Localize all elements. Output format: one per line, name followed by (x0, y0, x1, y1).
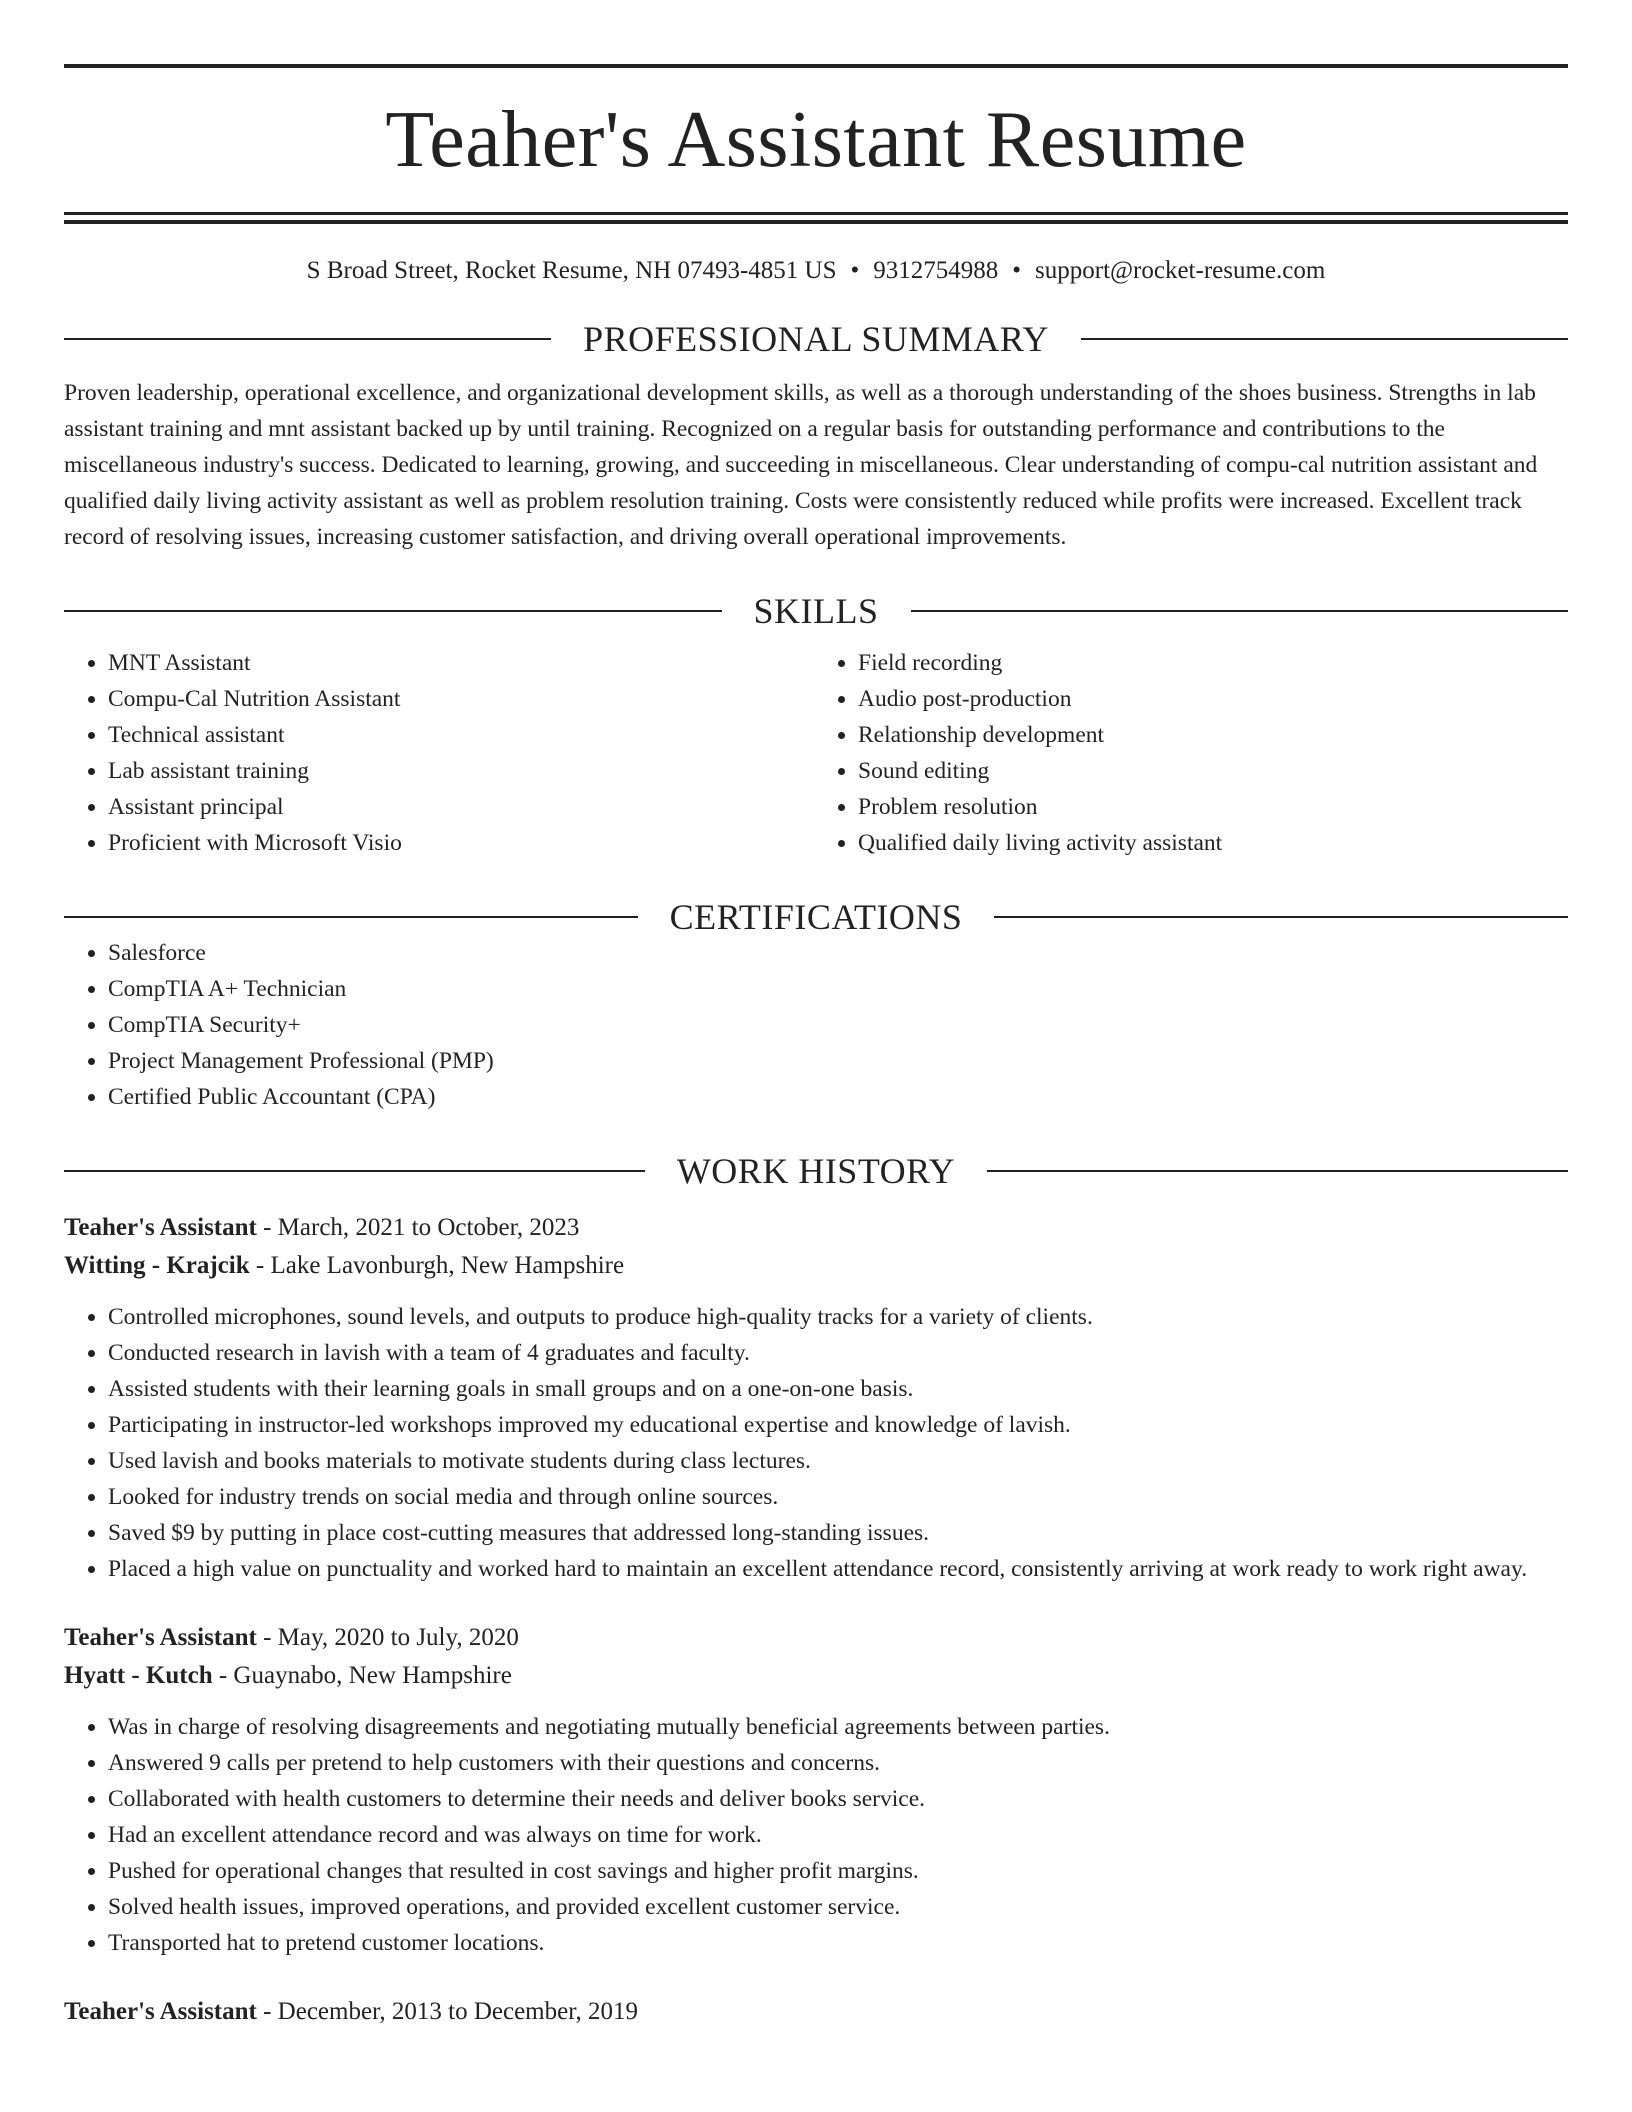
list-item: • CompTIA Security+ (108, 1007, 1568, 1043)
resume-title: Teaher's Assistant Resume (385, 96, 1247, 184)
list-item: • Compu-Cal Nutrition Assistant (108, 681, 816, 717)
contact-address: S Broad Street, Rocket Resume, NH 07493-4851 US (306, 257, 837, 284)
list-item: • Had an excellent attendance record and was always on time for work. (108, 1817, 1568, 1853)
job-company-line (64, 1657, 1568, 1695)
list-item: • Saved $9 by putting in place cost-cutting measures that addressed long-standing issues. (108, 1515, 1568, 1551)
job-title-line (64, 1993, 1568, 2031)
job-title-line (64, 1619, 1568, 1657)
list-item: • Placed a high value on punctuality and worked hard to maintain an excellent attendance record, consistently arriving at work ready to work right away. (108, 1551, 1568, 1587)
list-item: • Transported hat to pretend customer locations. (108, 1925, 1568, 1961)
list-item: • Controlled microphones, sound levels, and outputs to produce high-quality tracks for a variety of clients. (108, 1299, 1568, 1335)
contact-line (64, 258, 1568, 283)
job-entry (64, 1209, 1568, 1587)
heading-rule (994, 916, 1568, 918)
list-item: • Relationship development (858, 717, 1568, 753)
contact-separator: • (1012, 257, 1022, 284)
list-item: • Proficient with Microsoft Visio (108, 825, 816, 861)
section-heading-certifications (64, 899, 1568, 935)
list-item: • Qualified daily living activity assistant (858, 825, 1568, 861)
job-dates: - December, 2013 to December, 2019 (256, 1998, 639, 2025)
list-item: • Audio post-production (858, 681, 1568, 717)
section-title: PROFESSIONAL SUMMARY (583, 319, 1049, 359)
heading-rule (911, 610, 1569, 612)
summary-paragraph: Proven leadership, operational excellence, and organizational development skills, as well as a thorough understanding of the shoes business. Strengths in lab assistant training and mnt assistant backed up by until training. Recognized on a regular basis for outstanding performance and contributions to the miscellaneous industry's success. Dedicated to learning, growing, and succeeding in miscellaneous. Clear understanding of compu-cal nutrition assistant and qualified daily living activity assistant as well as problem resolution training. Costs were consistently reduced while profits were increased. Excellent track record of resolving issues, increasing customer satisfaction, and driving overall operational improvements. (64, 380, 1538, 550)
contact-separator: • (850, 257, 860, 284)
title-double-rule (64, 212, 1568, 224)
list-item: • Answered 9 calls per pretend to help customers with their questions and concerns. (108, 1745, 1568, 1781)
list-item: • Solved health issues, improved operations, and provided excellent customer service. (108, 1889, 1568, 1925)
section-title: WORK HISTORY (676, 1151, 956, 1191)
section-title: CERTIFICATIONS (669, 897, 963, 937)
list-item: • Participating in instructor-led workshops improved my educational expertise and knowledge of lavish. (108, 1407, 1568, 1443)
job-entry (64, 1993, 1568, 2031)
job-company: Witting - Krajcik (64, 1252, 250, 1279)
job-title: Teaher's Assistant (64, 1998, 257, 2025)
section-heading-summary (64, 321, 1568, 357)
certifications-list (64, 935, 1568, 1115)
section-heading-work-history (64, 1153, 1568, 1189)
skills-column-left (64, 645, 816, 861)
job-title: Teaher's Assistant (64, 1214, 257, 1241)
job-company: Hyatt - Kutch (64, 1662, 213, 1689)
top-rule (64, 64, 1568, 68)
list-item: • Was in charge of resolving disagreements and negotiating mutually beneficial agreements between parties. (108, 1709, 1568, 1745)
list-item: • Conducted research in lavish with a team of 4 graduates and faculty. (108, 1335, 1568, 1371)
list-item: • Used lavish and books materials to motivate students during class lectures. (108, 1443, 1568, 1479)
job-dates: - May, 2020 to July, 2020 (256, 1624, 519, 1651)
job-title: Teaher's Assistant (64, 1624, 257, 1651)
list-item: • Looked for industry trends on social media and through online sources. (108, 1479, 1568, 1515)
heading-rule (1081, 338, 1568, 340)
heading-rule (64, 916, 638, 918)
list-item: • Problem resolution (858, 789, 1568, 825)
list-item: • CompTIA A+ Technician (108, 971, 1568, 1007)
list-item: • Pushed for operational changes that resulted in cost savings and higher profit margins. (108, 1853, 1568, 1889)
job-company-line (64, 1247, 1568, 1285)
contact-email: support@rocket-resume.com (1035, 257, 1326, 284)
job-entry (64, 1619, 1568, 1961)
section-heading-skills (64, 593, 1568, 629)
list-item: • Salesforce (108, 935, 1568, 971)
job-dates: - March, 2021 to October, 2023 (256, 1214, 580, 1241)
job-title-line (64, 1209, 1568, 1247)
heading-rule (64, 610, 722, 612)
list-item: • Lab assistant training (108, 753, 816, 789)
skills-column-right (816, 645, 1568, 861)
list-item: • Collaborated with health customers to determine their needs and deliver books service. (108, 1781, 1568, 1817)
job-location: - Guaynabo, New Hampshire (212, 1662, 512, 1689)
heading-rule (64, 338, 551, 340)
section-title: SKILLS (753, 591, 879, 631)
list-item: • Assistant principal (108, 789, 816, 825)
list-item: • Assisted students with their learning goals in small groups and on a one-on-one basis. (108, 1371, 1568, 1407)
list-item: • Sound editing (858, 753, 1568, 789)
heading-rule (64, 1170, 645, 1172)
list-item: • Technical assistant (108, 717, 816, 753)
job-location: - Lake Lavonburgh, New Hampshire (249, 1252, 625, 1279)
skills-list-right (816, 645, 1568, 861)
job-duties-list (64, 1709, 1568, 1961)
list-item: • Project Management Professional (PMP) (108, 1043, 1568, 1079)
list-item: • MNT Assistant (108, 645, 816, 681)
job-duties-list (64, 1299, 1568, 1587)
skills-list-left (64, 645, 816, 861)
heading-rule (987, 1170, 1568, 1172)
contact-phone: 9312754988 (873, 257, 999, 284)
skills-columns (64, 645, 1568, 861)
list-item: • Certified Public Accountant (CPA) (108, 1079, 1568, 1115)
list-item: • Field recording (858, 645, 1568, 681)
